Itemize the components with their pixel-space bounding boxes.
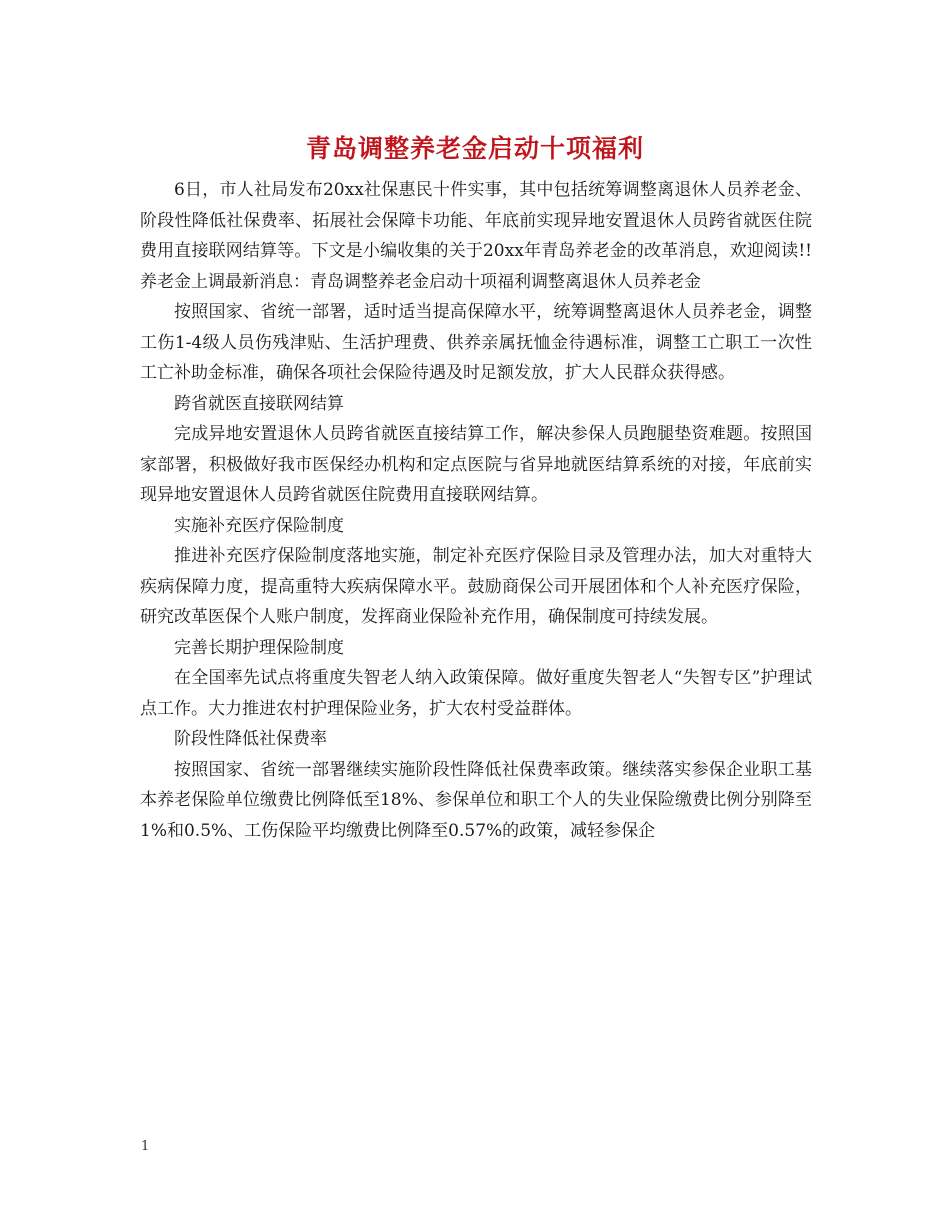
document-body	[140, 175, 812, 846]
section-heading-cross-province: 跨省就医直接联网结算	[174, 393, 344, 414]
section-heading-rate-reduction: 阶段性降低社保费率	[174, 729, 327, 749]
paragraph-rate-reduction: 按照国家、省统一部署继续实施阶段性降低社保费率政策。继续落实参保企业职工基本养老保险单位缴费比例降低至18%、参保单位和职工个人的失业保险缴费比例分别降至1%和0.5%、工伤保险平均缴费比例降至0.57%的政策，减轻参保企	[140, 759, 812, 841]
document-title: 青岛调整养老金启动十项福利	[305, 134, 644, 163]
page-number: 1	[141, 1139, 150, 1154]
paragraph-long-term-care: 在全国率先试点将重度失智老人纳入政策保障。做好重度失智老人“失智专区”护理试点工作。大力推进农村护理保险业务，扩大农村受益群体。	[140, 668, 812, 719]
paragraph-supplementary-insurance: 推进补充医疗保险制度落地实施，制定补充医疗保险目录及管理办法，加大对重特大疾病保障力度，提高重特大疾病保障水平。鼓励商保公司开展团体和个人补充医疗保险，研究改革医保个人账户制度，发挥商业保险补充作用，确保制度可持续发展。	[140, 546, 812, 627]
paragraph-intro: 6日，市人社局发布20xx社保惠民十件实事，其中包括统筹调整离退休人员养老金、阶段性降低社保费率、拓展社会保障卡功能、年底前实现异地安置退休人员跨省就医住院费用直接联网结算等。下文是小编收集的关于20xx年青岛养老金的改革消息，欢迎阅读!! 养老金上调最新消息：青岛调整养老金启动十项福利调整离退休人员养老金	[140, 180, 812, 292]
section-heading-long-term-care: 完善长期护理保险制度	[174, 637, 344, 658]
paragraph-cross-province: 完成异地安置退休人员跨省就医直接结算工作，解决参保人员跑腿垫资难题。按照国家部署，积极做好我市医保经办机构和定点医院与省异地就医结算系统的对接，年底前实现异地安置退休人员跨省就医住院费用直接联网结算。	[140, 424, 812, 505]
section-heading-supplementary-insurance: 实施补充医疗保险制度	[174, 515, 344, 536]
paragraph-pension-adjustment: 按照国家、省统一部署，适时适当提高保障水平，统筹调整离退休人员养老金，调整工伤1-4级人员伤残津贴、生活护理费、供养亲属抚恤金待遇标准，调整工亡职工一次性工亡补助金标准，确保各项社会保险待遇及时足额发放，扩大人民群众获得感。	[140, 302, 812, 383]
